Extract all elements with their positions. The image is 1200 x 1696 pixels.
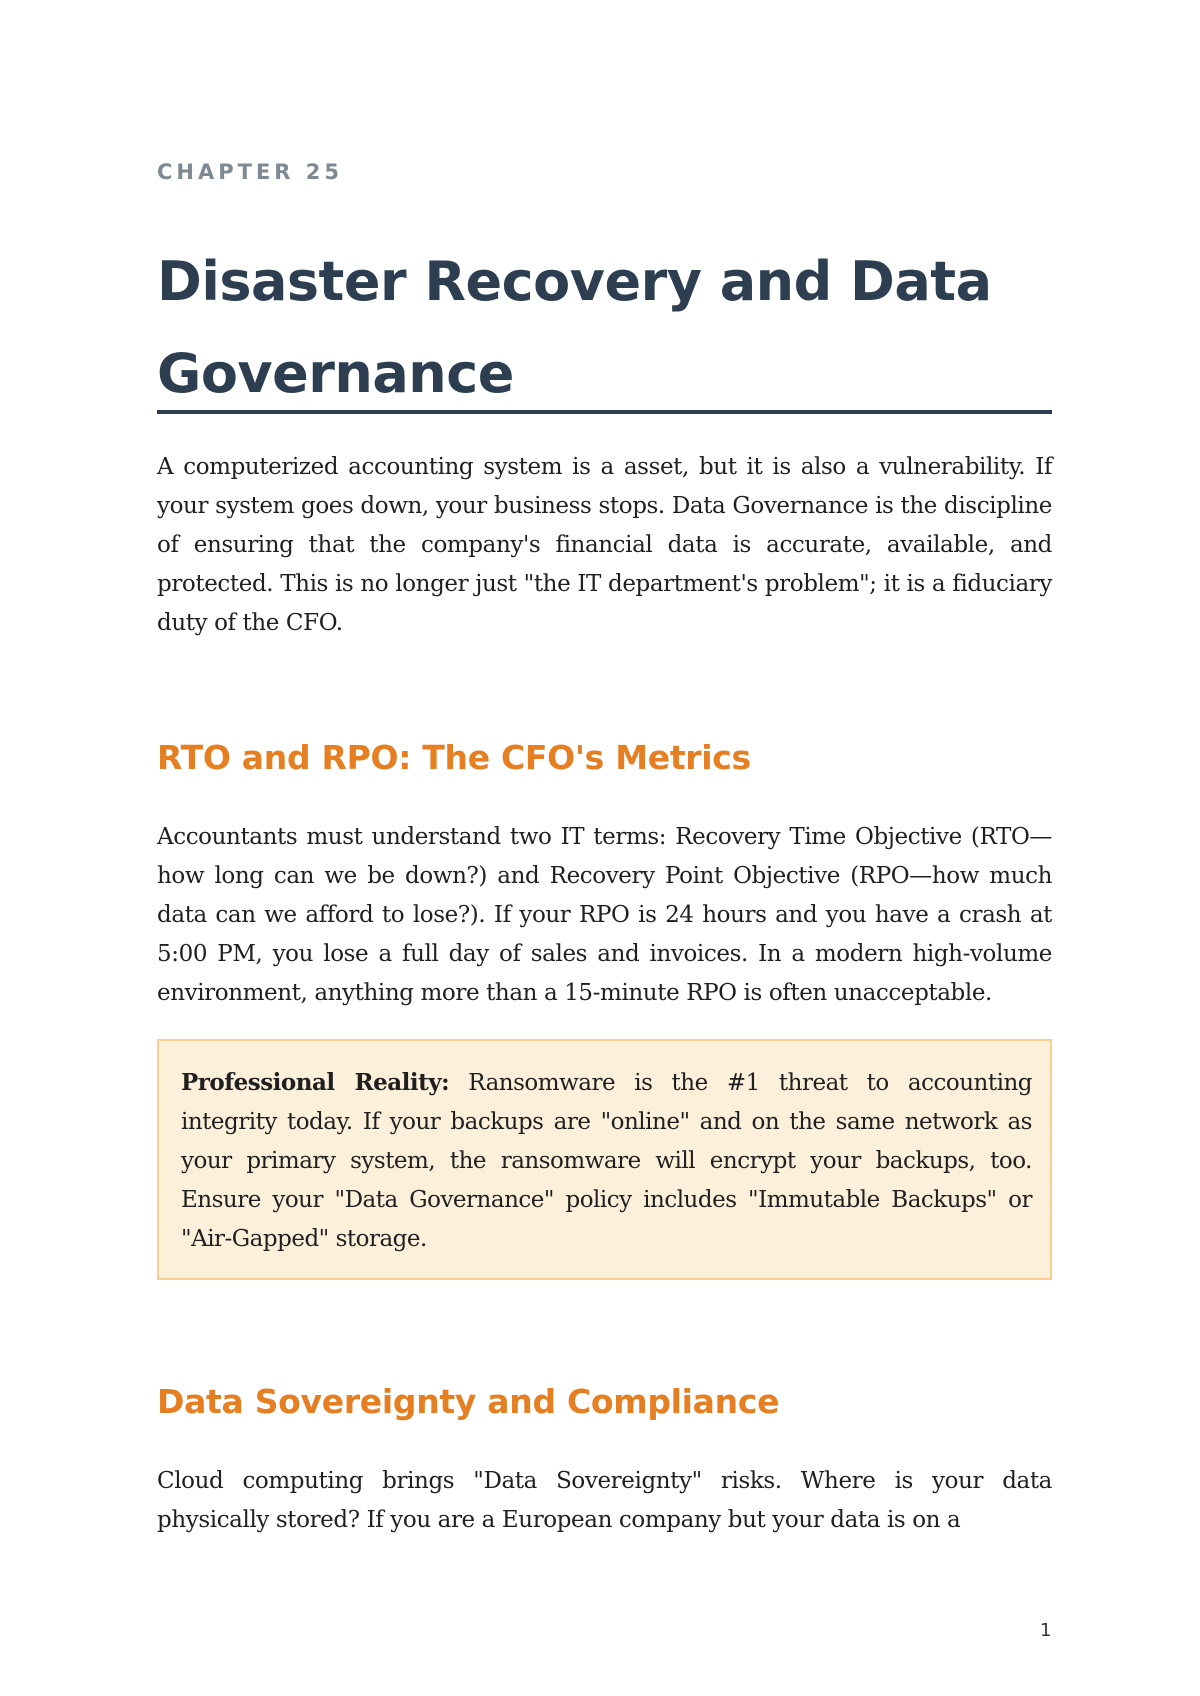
chapter-label: CHAPTER 25: [157, 160, 344, 184]
callout-text-block: [181, 1063, 1032, 1259]
intro-paragraph: A computerized accounting system is a asset, but it is also a vulnerability. If your system goes down, your business stops. Data Governance is the discipline of ensuring that the company's financial data is accurate, available, and protected. This is no longer just "the IT department's problem"; it is a fiduciary duty of the CFO.: [157, 454, 1052, 636]
callout-label: Professional Reality:: [181, 1069, 450, 1096]
page-number: 1: [1040, 1620, 1052, 1641]
section-heading-rto-rpo: RTO and RPO: The CFO's Metrics: [157, 738, 751, 777]
chapter-title: Disaster Recovery and Data Governance: [157, 250, 992, 405]
section-body-rto-rpo: Accountants must understand two IT terms: Recovery Time Objective (RTO—how long can we be down?) and Recovery Point Objective (RPO—how much data can we afford to lose?). If your RPO is 24 hours and you have a crash at 5:00 PM, you lose a full day of sales and invoices. In a modern high-volume environment, anything more than a 15-minute RPO is often unacceptable.: [157, 824, 1052, 1006]
title-divider: [157, 410, 1052, 414]
section-body-data-sovereignty: Cloud computing brings "Data Sovereignty" risks. Where is your data physically stored? If you are a European company but your data is on a: [157, 1468, 1052, 1533]
section-heading-data-sovereignty: Data Sovereignty and Compliance: [157, 1382, 780, 1421]
professional-reality-callout: [157, 1039, 1052, 1280]
callout-text: Ransomware is the #1 threat to accounting integrity today. If your backups are "online" and on the same network as your primary system, the ransomware will encrypt your backups, too. Ensure your "Data Governance" policy includes "Immutable Backups" or "Air-Gapped" storage.: [181, 1070, 1032, 1252]
